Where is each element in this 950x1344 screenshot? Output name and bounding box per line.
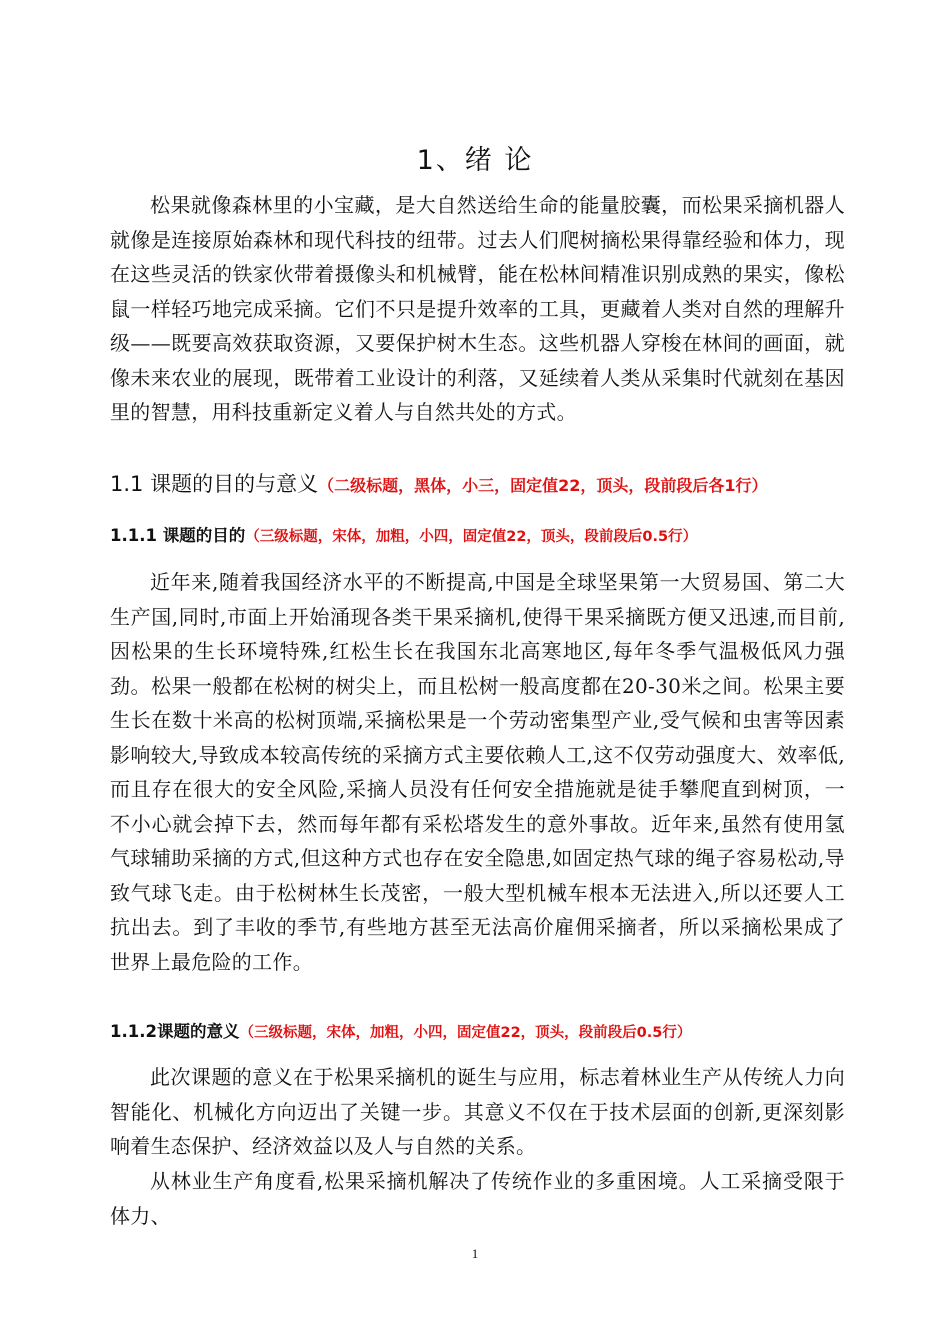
purpose-paragraph: 近年来,随着我国经济水平的不断提高,中国是全球坚果第一大贸易国、第二大生产国,同时,市面上开始涌现各类干果采摘机,使得干果采摘既方便又迅速,而目前,因松果的生长环境特殊,红松生长在我国东北高寒地区,每年冬季气温极低风力强劲。松果一般都在松树的树尖上，而且松树一般高度都在20-30米之间。松果主要生长在数十米高的松树顶端,采摘松果是一个劳动密集型产业,受气候和虫害等因素影响较大,导致成本较高传统的采摘方式主要依赖人工,这不仅劳动强度大、效率低,而且存在很大的安全风险,采摘人员没有任何安全措施就是徒手攀爬直到树顶，一不小心就会掉下去，然而每年都有采松塔发生的意外事故。近年来,虽然有使用氢气球辅助采摘的方式,但这种方式也存在安全隐患,如固定热气球的绳子容易松动,导致气球飞走。由于松树林生长茂密，一般大型机械车根本无法进入,所以还要人工抗出去。到了丰收的季节,有些地方甚至无法高价雇佣采摘者，所以采摘松果成了世界上最危险的工作。 — [110, 570, 845, 974]
format-note: （三级标题，宋体，加粗，小四，固定值22，顶头，段前段后0.5行） — [239, 1025, 692, 1041]
format-note: （三级标题，宋体，加粗，小四，固定值22，顶头，段前段后0.5行） — [245, 529, 698, 545]
section-heading-1-1-2 — [110, 1018, 691, 1042]
page-number: 1 — [471, 1246, 479, 1261]
format-note: （二级标题，黑体，小三，固定值22，顶头，段前段后各1行） — [318, 476, 768, 495]
significance-paragraph-2: 从林业生产角度看,松果采摘机解决了传统作业的多重困境。人工采摘受限于体力、 — [110, 1169, 845, 1228]
section-heading-1-1-1 — [110, 522, 697, 546]
section-heading-1-1 — [110, 468, 767, 498]
significance-paragraph: 此次课题的意义在于松果采摘机的诞生与应用，标志着林业生产从传统人力向智能化、机械化方向迈出了关键一步。其意义不仅在于技术层面的创新,更深刻影响着生态保护、经济效益以及人与自然的关系。 — [110, 1065, 845, 1158]
chapter-title: 1、绪 论 — [416, 145, 534, 176]
section-title: 1.1.1 课题的目的 — [110, 526, 246, 545]
section-title: 1.1 课题的目的与意义 — [110, 472, 319, 496]
intro-paragraph: 松果就像森林里的小宝藏，是大自然送给生命的能量胶囊，而松果采摘机器人就像是连接原始森林和现代科技的纽带。过去人们爬树摘松果得靠经验和体力，现在这些灵活的铁家伙带着摄像头和机械臂，能在松林间精准识别成熟的果实，像松鼠一样轻巧地完成采摘。它们不只是提升效率的工具，更藏着人类对自然的理解升级——既要高效获取资源，又要保护树木生态。这些机器人穿梭在林间的画面，就像未来农业的展现，既带着工业设计的利落，又延续着人类从采集时代就刻在基因里的智慧，用科技重新定义着人与自然共处的方式。 — [110, 193, 845, 424]
section-title: 1.1.2课题的意义 — [110, 1022, 240, 1041]
